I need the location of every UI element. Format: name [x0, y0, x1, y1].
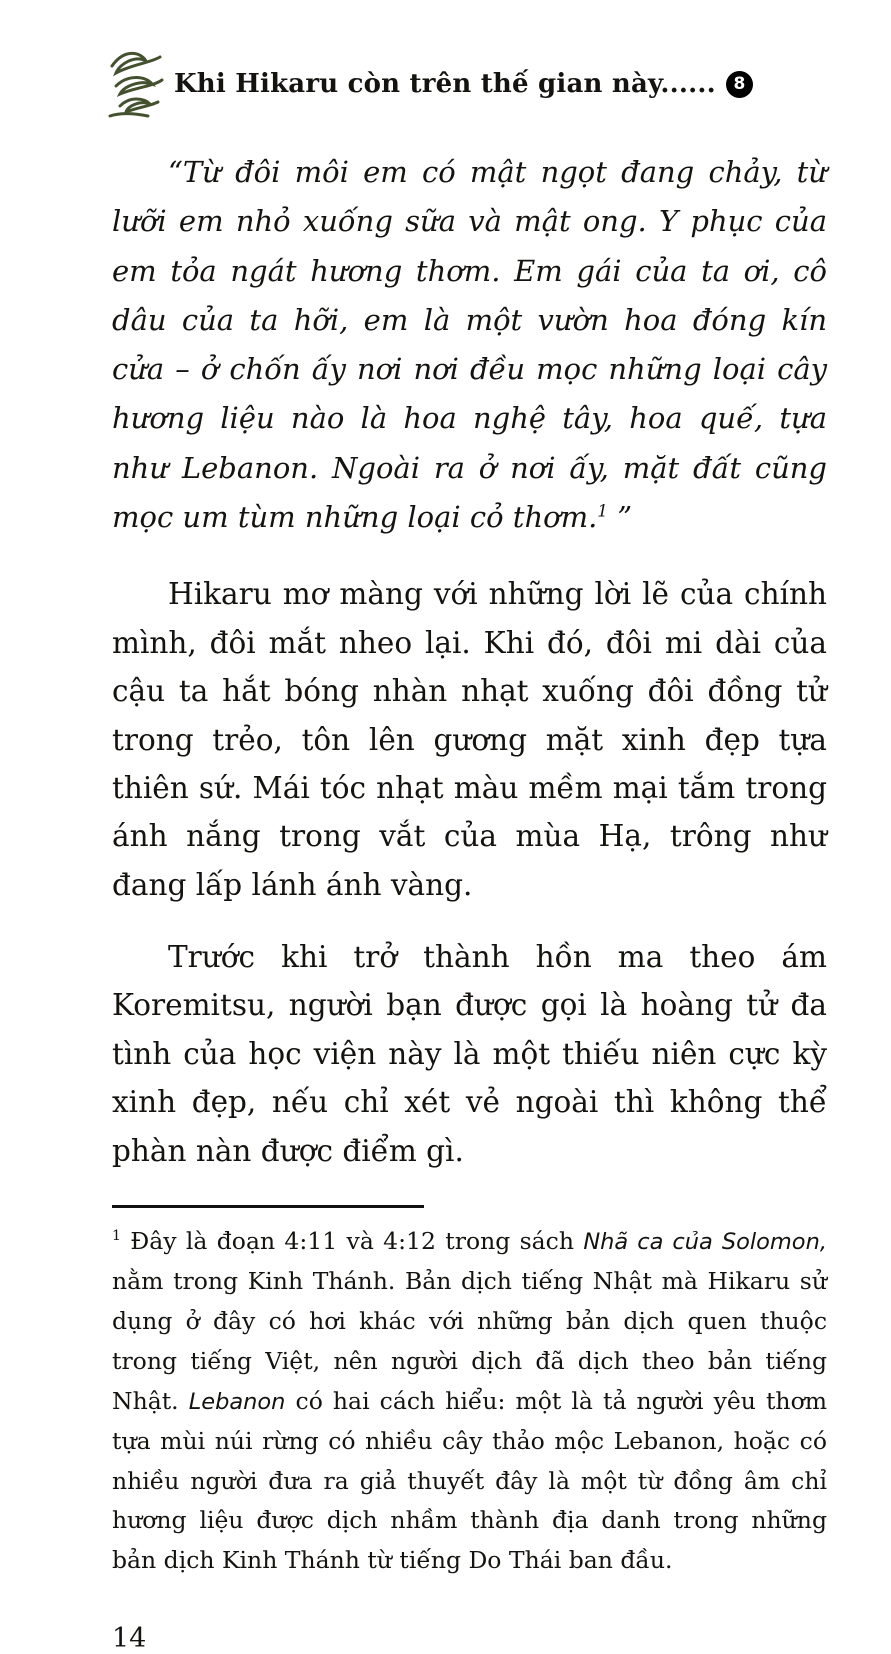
quote-text: “Từ đôi môi em có mật ngọt đang chảy, từ lưỡi em nhỏ xuống sữa và mật ong. Y phục của em tỏa ngát hương thơm. Em gái của ta ơi, cô dâu của ta hỡi, em là một vườn hoa đóng kín cửa – ở chốn ấy nơi nơi đều mọc những loại cây hương liệu nào là hoa nghệ tây, hoa quế, tựa như Lebanon. Ngoài ra ở nơi ấy, mặt đất cũng mọc um tùm những loại cỏ thơm. — [112, 155, 827, 535]
footnote-book-title: Nhã ca của Solomon, — [583, 1228, 827, 1255]
quote-paragraph — [112, 148, 827, 542]
chapter-number-badge: 8 — [726, 71, 753, 98]
footnote-marker: 1 — [112, 1228, 121, 1245]
quote-closing: ” — [608, 500, 633, 535]
footnote — [112, 1222, 827, 1581]
footnote-divider — [112, 1205, 424, 1208]
running-head-title: Khi Hikaru còn trên thế gian này...... — [174, 69, 716, 99]
body-paragraph: Hikaru mơ màng với những lời lẽ của chính mình, đôi mắt nheo lại. Khi đó, đôi mi dài của cậu ta hắt bóng nhàn nhạt xuống đôi đồng tử trong trẻo, tôn lên gương mặt xinh đẹp tựa thiên sứ. Mái tóc nhạt màu mềm mại tắm trong ánh nắng trong vắt của mùa Hạ, trông như đang lấp lánh ánh vàng. — [112, 577, 827, 902]
footnote-text: có hai cách hiểu: một là tả người yêu thơm tựa mùi núi rừng có nhiều cây thảo mộc Lebanon, hoặc có nhiều người đưa ra giả thuyết đây là một từ đồng âm chỉ hương liệu được dịch nhầm thành địa danh trong những bản dịch Kinh Thánh từ tiếng Do Thái ban đầu. — [112, 1386, 827, 1575]
publisher-script-ornament-icon — [104, 46, 168, 122]
footnote-reference: 1 — [597, 500, 608, 521]
footnote-text: nằm trong Kinh Thánh. Bản dịch tiếng Nhật mà Hikaru sử dụng ở đây có hơi khác với những bản dịch quen thuộc trong tiếng Việt, nên người dịch đã dịch theo bản tiếng Nhật. — [112, 1266, 827, 1415]
footnote-term-lebanon: Lebanon — [188, 1388, 286, 1415]
page-header — [104, 46, 827, 122]
footnote-text: Đây là đoạn 4:11 và 4:12 trong sách — [120, 1226, 584, 1255]
body-paragraph: Trước khi trở thành hồn ma theo ám Koremitsu, người bạn được gọi là hoàng tử đa tình của học viện này là một thiếu niên cực kỳ xinh đẹp, nếu chỉ xét vẻ ngoài thì không thể phàn nàn được điểm gì. — [112, 940, 827, 1168]
page-number: 14 — [112, 1623, 147, 1654]
